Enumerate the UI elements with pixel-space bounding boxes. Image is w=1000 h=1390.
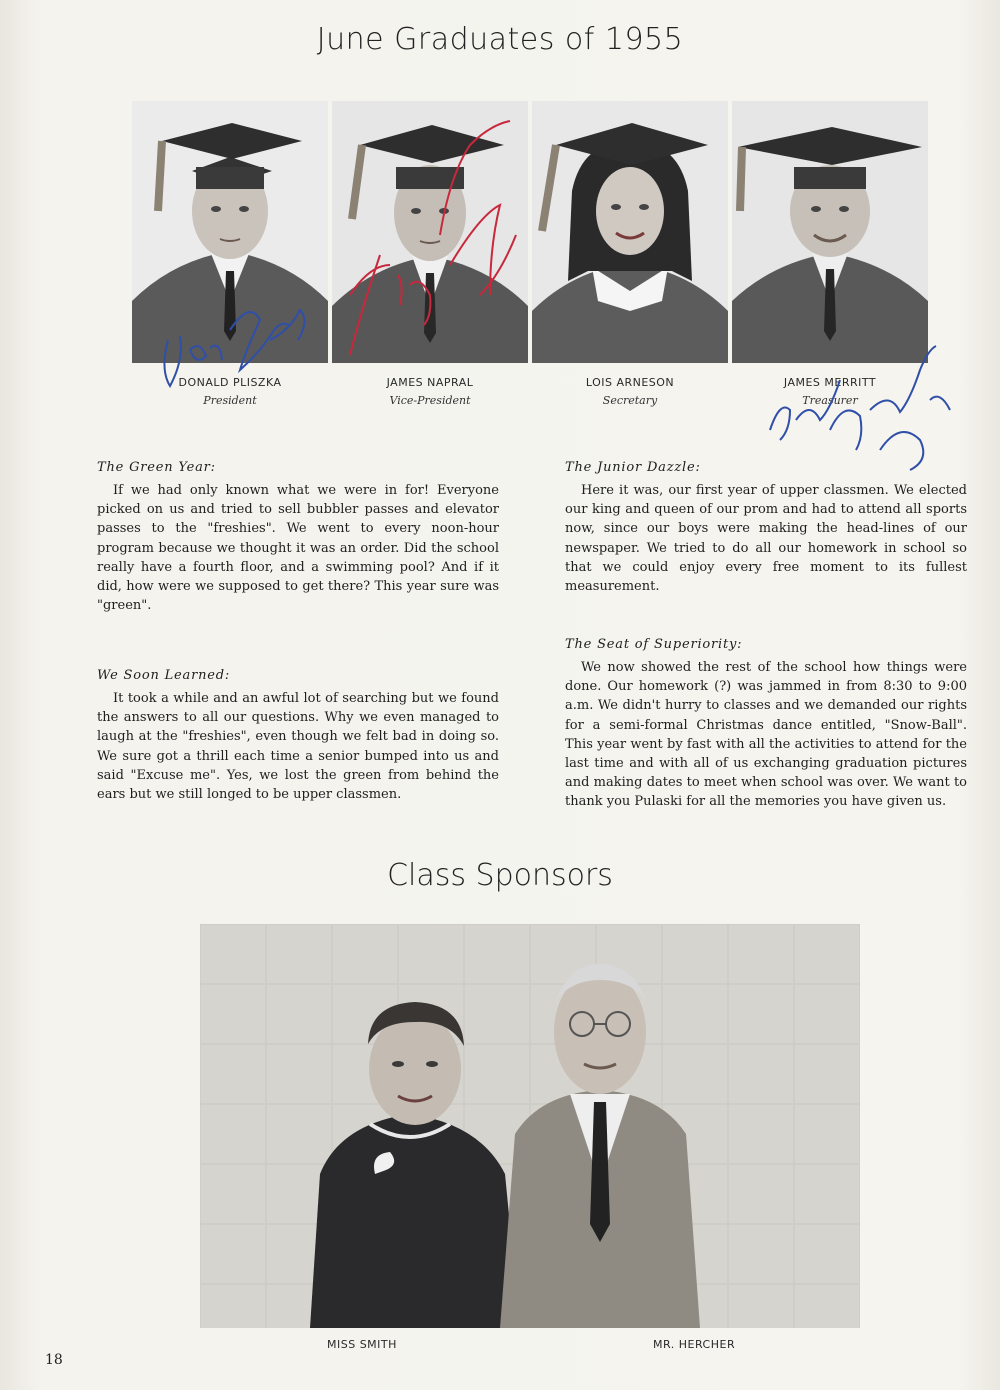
- sponsors-title: Class Sponsors: [387, 858, 613, 893]
- sponsors-photo: [200, 924, 860, 1328]
- officer-name: JAMES MERRITT: [783, 376, 877, 389]
- officer-portraits: [132, 101, 926, 363]
- section-heading: The Green Year:: [97, 460, 216, 475]
- section-heading: The Seat of Superiority:: [565, 637, 743, 652]
- section-junior-dazzle: [565, 460, 967, 596]
- page-title: June Graduates of 1955: [316, 22, 684, 57]
- section-soon-learned: [97, 668, 499, 804]
- officer-name: DONALD PLISZKA: [178, 376, 282, 389]
- officer-role: President: [203, 394, 257, 407]
- officer-caption-vice-president: [332, 376, 528, 407]
- portrait-treasurer: [732, 101, 928, 363]
- section-seat-superiority: [565, 637, 967, 812]
- section-heading: We Soon Learned:: [97, 668, 231, 683]
- officer-name: LOIS ARNESON: [585, 376, 675, 389]
- officer-caption-president: [132, 376, 328, 407]
- officer-caption-secretary: [532, 376, 728, 407]
- section-body: If we had only known what we were in for! Everyone picked on us and tried to sell bubbler passes and elevator passes to the "freshies". We went to every noon-hour program because we thought it was an order. Did the school really have a fourth floor, and a swimming pool? And if it did, how were we supposed to get there? This year sure was "green".: [97, 483, 499, 614]
- officer-role: Vice-President: [389, 394, 471, 407]
- portrait-vice-president: [332, 101, 528, 363]
- portrait-secretary: [532, 101, 728, 363]
- section-heading: The Junior Dazzle:: [565, 460, 701, 475]
- portrait-president: [132, 101, 328, 363]
- sponsor-caption-right: MR. HERCHER: [653, 1338, 736, 1351]
- section-body: It took a while and an awful lot of searching but we found the answers to all our questions. Why we even managed to laugh at the "freshies", even though we felt bad in doing so. We sure got a thrill each time a senior bumped into us and said "Excuse me". Yes, we lost the green from behind the ears but we still longed to be upper classmen.: [97, 691, 499, 803]
- officer-name: JAMES NAPRAL: [386, 376, 474, 389]
- section-body: Here it was, our first year of upper classmen. We elected our king and queen of our prom and had to attend all sports now, since our boys were making the head-lines of our newspaper. We tried to do all our homework in school so that we could enjoy every free moment to its fullest measurement.: [565, 483, 967, 595]
- officer-role: Treasurer: [802, 394, 858, 407]
- page-number: 18: [45, 1352, 63, 1368]
- officer-caption-treasurer: [732, 376, 928, 407]
- section-body: We now showed the rest of the school how things were done. Our homework (?) was jammed in from 8:30 to 9:00 a.m. We didn't hurry to classes and we demanded our rights for a semi-formal Christmas dance entitled, "Snow-Ball". This year went by fast with all the activities to attend for the last time and with all of us exchanging graduation pictures and making dates to meet when school was over. We want to thank you Pulaski for all the memories you have given us.: [565, 660, 967, 810]
- sponsor-caption-left: MISS SMITH: [327, 1338, 397, 1351]
- officer-role: Secretary: [602, 394, 658, 407]
- section-green-year: [97, 460, 499, 615]
